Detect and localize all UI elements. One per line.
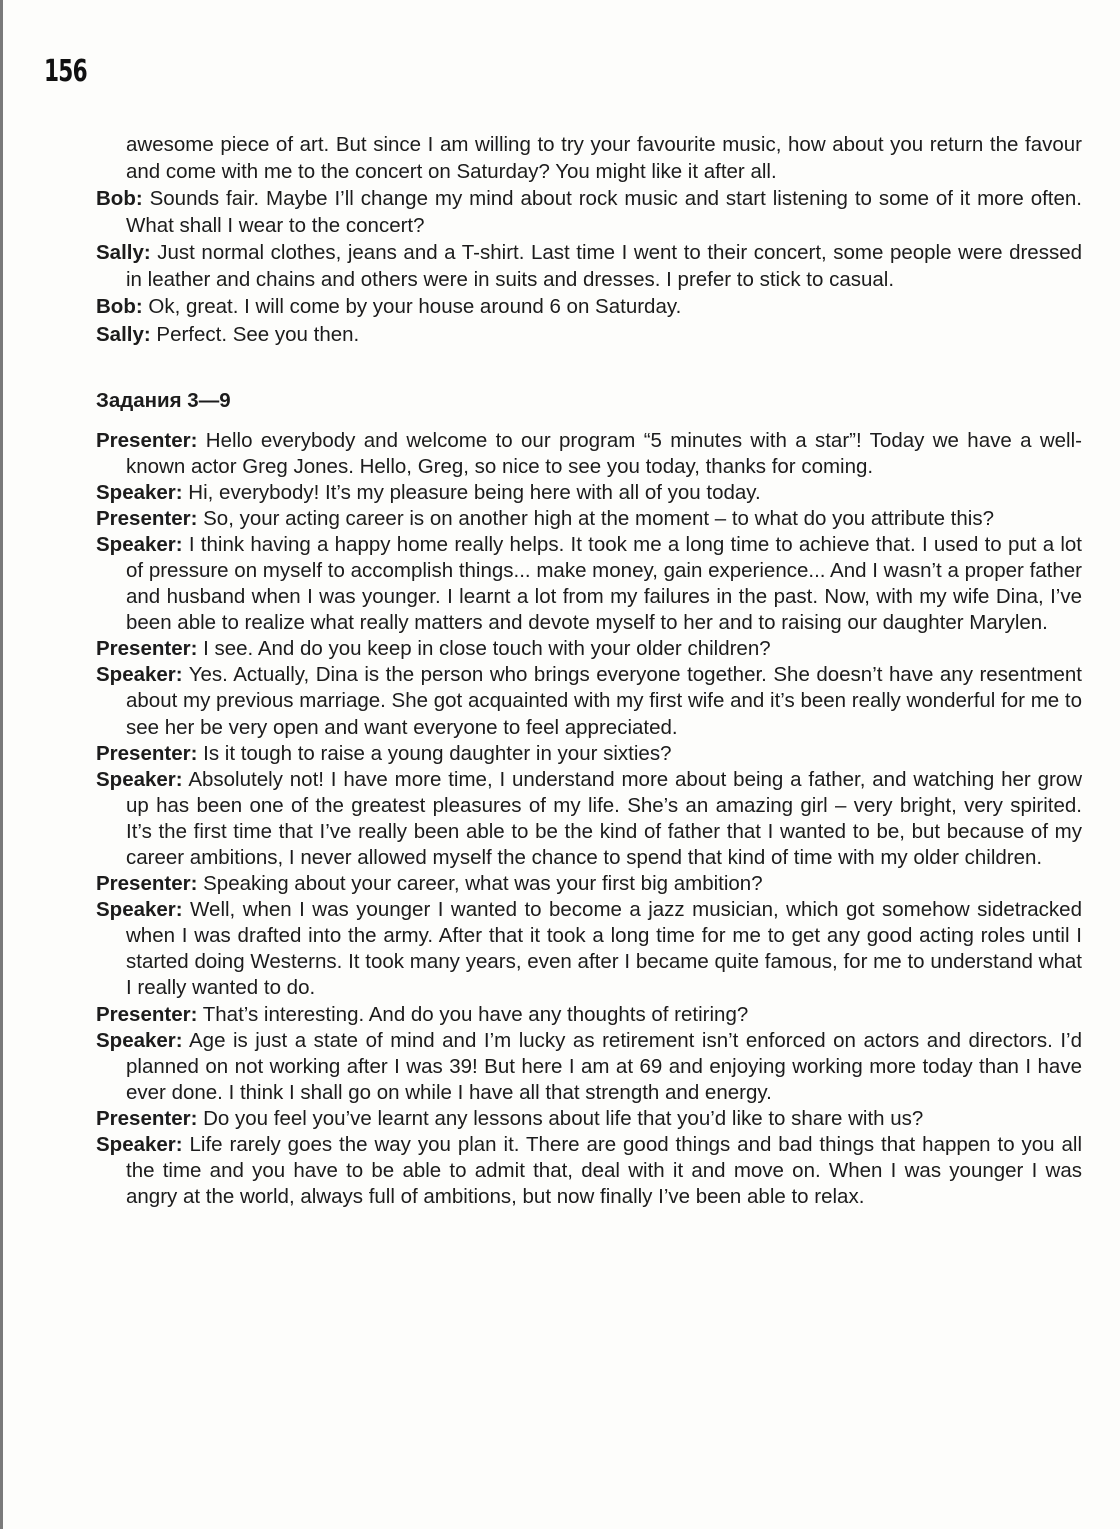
dialogue-line <box>96 871 1082 897</box>
dialogue-line <box>96 767 1082 871</box>
dialogue-line <box>96 1028 1082 1106</box>
dialogue-section-1 <box>96 132 1082 348</box>
line-text: Just normal clothes, jeans and a T-shirt. Last time I went to their concert, some people were dressed in leather and chains and others were in suits and dresses. I prefer to stick to casual. <box>126 241 1082 291</box>
dialogue-line <box>96 1132 1082 1210</box>
speaker-name: Speaker: <box>96 898 183 922</box>
dialogue-line <box>96 532 1082 636</box>
speaker-name: Presenter: <box>96 741 198 765</box>
line-text: Yes. Actually, Dina is the person who brings everyone together. She doesn’t have any resentment about my previous marriage. She got acquainted with my first wife and it’s been really wonderful for me to see her be very open and want everyone to feel appreciated. <box>126 663 1082 739</box>
speaker-name: Speaker: <box>96 532 183 556</box>
speaker-name: Speaker: <box>96 480 183 504</box>
line-text: I think having a happy home really helps. It took me a long time to achieve that. I used to put a lot of pressure on myself to accomplish things... make money, gain experience... And I wasn’t a proper father and husband when I was younger. I learnt a lot from my failures in the past. Now, with my wife Dina, I’ve been able to realize what really matters and devote myself to her and to raising our daughter Marylen. <box>126 532 1082 635</box>
dialogue-line <box>96 1002 1082 1028</box>
speaker-name: Speaker: <box>96 1133 183 1157</box>
line-text: So, your acting career is on another high at the moment – to what do you attribute this? <box>197 506 994 530</box>
speaker-name: Presenter: <box>96 506 198 530</box>
page-body <box>96 132 1082 1210</box>
line-text: Well, when I was younger I wanted to become a jazz musician, which got somehow sidetracked when I was drafted into the army. After that it took a long time for me to get any good acting roles until I started doing Westerns. It took many years, even after I became quite famous, for me to understand what I really wanted to do. <box>126 898 1082 1000</box>
speaker-name: Presenter: <box>96 637 198 661</box>
speaker-name: Sally: <box>96 241 151 264</box>
page-number: 156 <box>44 54 87 89</box>
dialogue-line <box>96 186 1082 239</box>
dialogue-line <box>96 322 1082 349</box>
dialogue-line <box>96 428 1082 480</box>
line-text: Hi, everybody! It’s my pleasure being here with all of you today. <box>182 480 761 504</box>
speaker-name: Presenter: <box>96 1002 198 1026</box>
line-text: Do you feel you’ve learnt any lessons about life that you’d like to share with us? <box>197 1106 924 1130</box>
line-text: I see. And do you keep in close touch with your older children? <box>197 637 771 661</box>
dialogue-line <box>96 662 1082 740</box>
speaker-name: Sally: <box>96 322 151 346</box>
line-text: Speaking about your career, what was your first big ambition? <box>197 872 763 896</box>
speaker-name: Bob: <box>96 187 143 210</box>
line-text: Ok, great. I will come by your house around 6 on Saturday. <box>142 295 682 318</box>
line-text: Life rarely goes the way you plan it. There are good things and bad things that happen to you all the time and you have to be able to admit that, deal with it and move on. When I was younger I was angry at the world, always full of ambitions, but now finally I’ve been able to relax. <box>126 1133 1082 1209</box>
speaker-name: Presenter: <box>96 1106 198 1130</box>
line-text: Hello everybody and welcome to our program “5 minutes with a star”! Today we have a well-known actor Greg Jones. Hello, Greg, so nice to see you today, thanks for coming. <box>126 428 1082 478</box>
dialogue-line <box>96 240 1082 293</box>
line-text: Absolutely not! I have more time, I understand more about being a father, and watching her grow up has been one of the greatest pleasures of my life. She’s an amazing girl – very bright, very spirited. It’s the first time that I’ve really been able to be the kind of father that I wanted to be, but because of my career ambitions, I never allowed myself the chance to spend that kind of time with my older children. <box>126 767 1082 869</box>
dialogue-line <box>96 132 1082 185</box>
section-heading: Задания 3—9 <box>96 389 231 412</box>
speaker-name: Speaker: <box>96 663 183 687</box>
line-text: Is it tough to raise a young daughter in your sixties? <box>197 741 672 765</box>
dialogue-line <box>96 480 1082 506</box>
page-edge <box>0 0 3 1529</box>
line-text: awesome piece of art. But since I am willing to try your favourite music, how about you return the favour and come with me to the concert on Saturday? You might like it after all. <box>126 133 1082 183</box>
speaker-name: Bob: <box>96 295 143 318</box>
speaker-name: Presenter: <box>96 872 198 896</box>
dialogue-section-2 <box>96 428 1082 1211</box>
dialogue-line <box>96 741 1082 767</box>
dialogue-line <box>96 897 1082 1001</box>
line-text: Perfect. See you then. <box>150 322 360 346</box>
dialogue-line <box>96 294 1082 321</box>
dialogue-line <box>96 506 1082 532</box>
speaker-name: Speaker: <box>96 767 183 791</box>
line-text: Sounds fair. Maybe I’ll change my mind about rock music and start listening to some of it more often. What shall I wear to the concert? <box>126 187 1082 237</box>
speaker-name: Speaker: <box>96 1028 183 1052</box>
dialogue-line <box>96 1106 1082 1132</box>
speaker-name: Presenter: <box>96 428 198 452</box>
dialogue-line <box>96 636 1082 662</box>
line-text: Age is just a state of mind and I’m lucky as retirement isn’t enforced on actors and directors. I’d planned on not working after I was 39! But here I am at 69 and enjoying working more today than I have ever done. I think I shall go on while I have all that strength and energy. <box>126 1028 1082 1104</box>
line-text: That’s interesting. And do you have any thoughts of retiring? <box>197 1002 749 1026</box>
